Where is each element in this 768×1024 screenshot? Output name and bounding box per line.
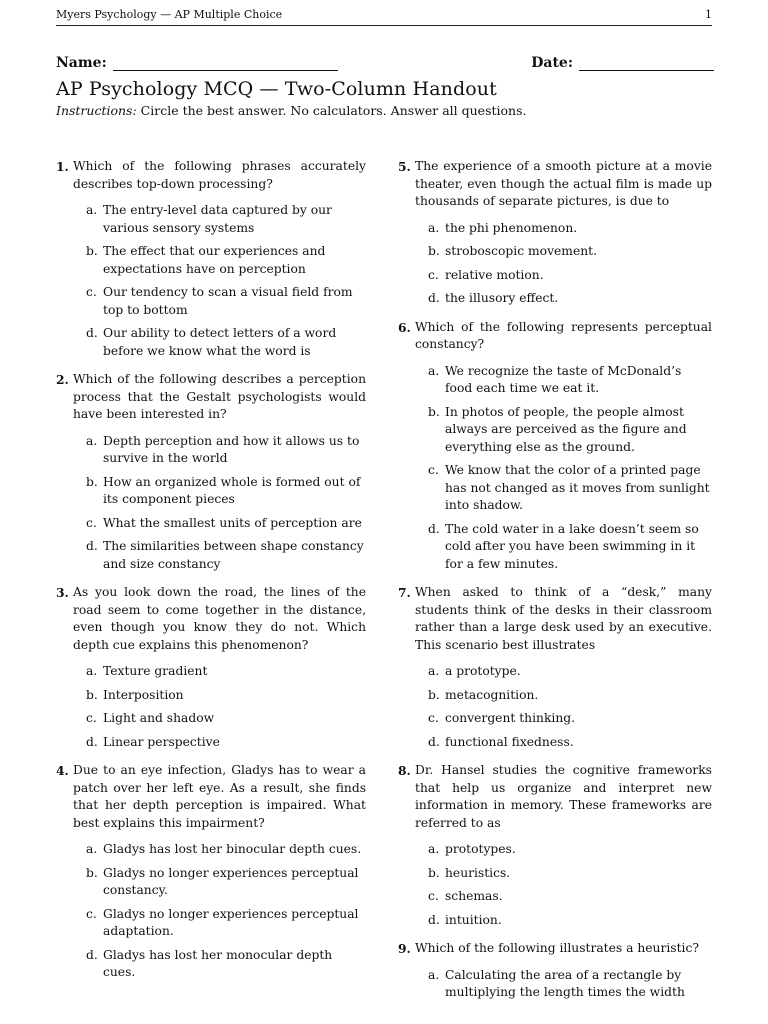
option-letter: c. [86, 285, 97, 299]
option-letter: d. [86, 947, 98, 962]
option-text: Interposition [103, 687, 184, 702]
answer-option[interactable] [428, 267, 712, 285]
option-text: the illusory effect. [445, 291, 559, 305]
option-letter: c. [86, 515, 97, 530]
option-letter: a. [86, 203, 98, 217]
question-number: 8. [398, 763, 411, 778]
answer-options [56, 841, 366, 982]
option-text: Our ability to detect letters of a word before we know what the word is [103, 326, 337, 358]
answer-option[interactable] [86, 841, 366, 859]
question [398, 762, 712, 929]
option-text: a prototype. [445, 664, 521, 678]
option-text: The effect that our experiences and expectations have on perception [103, 244, 326, 276]
option-text: The similarities between shape constancy and size constancy [103, 539, 364, 571]
answer-option[interactable] [86, 433, 366, 468]
question [56, 158, 366, 360]
running-header-title: Myers Psychology — AP Multiple Choice [56, 8, 283, 21]
option-text: Light and shadow [103, 711, 215, 725]
option-text: We know that the color of a printed page has not changed as it moves from sunlight into shadow. [445, 463, 710, 512]
answer-option[interactable] [86, 538, 366, 573]
option-text: Gladys no longer experiences perceptual constancy. [103, 865, 359, 897]
answer-options [398, 967, 712, 1002]
question-stem [56, 158, 366, 193]
option-letter: b. [86, 244, 98, 258]
answer-option[interactable] [86, 243, 366, 278]
page-number: 1 [705, 8, 712, 21]
answer-option[interactable] [86, 687, 366, 705]
question-text: Dr. Hansel studies the cognitive frameworks that help us organize and interpret new information in memory. These frameworks are referred to as [415, 763, 712, 830]
answer-options [56, 433, 366, 574]
option-text: intuition. [445, 912, 502, 927]
option-letter: d. [428, 291, 440, 305]
option-text: Calculating the area of a rectangle by multiplying the length times the width [445, 967, 685, 999]
question-number: 6. [398, 319, 411, 335]
instructions-text: Circle the best answer. No calculators. Answer all questions. [140, 103, 527, 118]
option-letter: c. [86, 711, 97, 725]
answer-option[interactable] [86, 663, 366, 681]
option-letter: b. [428, 865, 440, 880]
answer-option[interactable] [86, 202, 366, 237]
question [398, 319, 712, 574]
option-letter: b. [428, 244, 440, 258]
question [56, 762, 366, 982]
answer-options [398, 841, 712, 929]
question-stem [398, 584, 712, 654]
option-letter: c. [428, 463, 439, 477]
option-letter: b. [86, 865, 98, 880]
option-letter: b. [428, 687, 440, 702]
question-text: Which of the following illustrates a heuristic? [415, 941, 699, 955]
option-text: The cold water in a lake doesn’t seem so cold after you have been swimming in it for a few minutes. [445, 521, 699, 571]
answer-option[interactable] [428, 888, 712, 906]
question-text: Which of the following phrases accurately describes top-down processing? [73, 159, 366, 191]
option-letter: a. [86, 842, 98, 856]
question [398, 940, 712, 1002]
date-label: Date: [531, 55, 573, 71]
option-text: We recognize the taste of McDonald’s food each time we eat it. [445, 363, 682, 395]
option-letter: a. [428, 967, 440, 982]
option-text: Our tendency to scan a visual field from top to bottom [103, 285, 353, 317]
question-stem [56, 584, 366, 654]
question [398, 584, 712, 751]
instructions-label: Instructions: [56, 103, 137, 118]
question-stem [56, 371, 366, 424]
running-header [56, 7, 712, 26]
option-text: relative motion. [445, 267, 544, 282]
answer-option[interactable] [428, 290, 712, 308]
question [56, 371, 366, 573]
answer-option[interactable] [428, 734, 712, 752]
answer-options [398, 363, 712, 574]
option-letter: c. [428, 267, 439, 282]
option-text: heuristics. [445, 865, 511, 880]
option-letter: b. [428, 404, 440, 419]
question-text: The experience of a smooth picture at a movie theater, even though the actual film is made up thousands of separate pictures, is due to [415, 159, 712, 208]
option-text: Gladys has lost her binocular depth cues. [103, 842, 362, 856]
option-letter: c. [86, 906, 97, 921]
question-text: As you look down the road, the lines of the road seem to come together in the distance, even though you know they do not. Which depth cue explains this phenomenon? [73, 585, 366, 652]
name-field [56, 55, 338, 71]
option-text: convergent thinking. [445, 711, 576, 725]
right-column [398, 158, 712, 1013]
answer-option[interactable] [428, 243, 712, 261]
question-text: Which of the following represents perceptual constancy? [415, 319, 712, 351]
option-text: Linear perspective [103, 734, 220, 749]
answer-option[interactable] [86, 284, 366, 319]
answer-option[interactable] [428, 220, 712, 238]
answer-option[interactable] [86, 515, 366, 533]
question-number: 3. [56, 585, 69, 600]
question-stem [56, 762, 366, 832]
answer-option[interactable] [428, 663, 712, 681]
option-letter: a. [428, 842, 440, 856]
name-blank-line[interactable] [113, 56, 338, 71]
option-letter: d. [428, 734, 440, 749]
option-letter: a. [86, 664, 98, 678]
answer-option[interactable] [86, 734, 366, 752]
option-text: Depth perception and how it allows us to survive in the world [103, 433, 360, 465]
question-stem [398, 158, 712, 211]
instructions [56, 103, 526, 119]
left-column [56, 158, 366, 993]
option-letter: d. [86, 539, 98, 553]
answer-option[interactable] [86, 710, 366, 728]
question-number: 5. [398, 159, 411, 174]
question-number: 4. [56, 763, 69, 778]
option-text: How an organized whole is formed out of its component pieces [103, 474, 361, 506]
option-text: schemas. [445, 889, 503, 903]
question-number: 2. [56, 372, 69, 387]
page-title: AP Psychology MCQ — Two-Column Handout [56, 78, 497, 100]
option-letter: a. [428, 363, 440, 378]
question-stem [398, 762, 712, 832]
answer-option[interactable] [428, 363, 712, 398]
question-number: 9. [398, 941, 411, 956]
option-text: the phi phenomenon. [445, 220, 578, 235]
option-letter: d. [86, 326, 98, 340]
question-text: Which of the following describes a perception process that the Gestalt psychologists would have been interested in? [73, 372, 366, 421]
answer-option[interactable] [86, 865, 366, 900]
option-letter: d. [428, 912, 440, 927]
answer-option[interactable] [428, 710, 712, 728]
answer-option[interactable] [428, 462, 712, 515]
answer-option[interactable] [428, 404, 712, 457]
name-label: Name: [56, 55, 107, 71]
answer-option[interactable] [86, 474, 366, 509]
option-text: stroboscopic movement. [445, 244, 598, 258]
answer-option[interactable] [86, 947, 366, 982]
date-field [531, 55, 714, 71]
option-letter: d. [428, 521, 440, 536]
option-letter: d. [86, 734, 98, 749]
name-date-row [56, 55, 714, 75]
question-number: 1. [56, 159, 69, 174]
answer-option[interactable] [428, 841, 712, 859]
answer-option[interactable] [86, 325, 366, 360]
question-stem [398, 940, 712, 958]
option-text: In photos of people, the people almost always are perceived as the figure and everything else as the ground. [445, 404, 687, 454]
option-text: Gladys has lost her monocular depth cues. [103, 947, 333, 979]
answer-option[interactable] [428, 912, 712, 930]
option-letter: a. [428, 664, 440, 678]
option-letter: c. [428, 711, 439, 725]
option-letter: a. [428, 220, 440, 235]
option-text: What the smallest units of perception are [103, 515, 362, 530]
answer-options [398, 663, 712, 751]
option-letter: a. [86, 433, 98, 448]
answer-options [56, 663, 366, 751]
answer-option[interactable] [428, 687, 712, 705]
answer-option[interactable] [428, 521, 712, 574]
answer-options [398, 220, 712, 308]
question-text: Due to an eye infection, Gladys has to wear a patch over her left eye. As a result, she finds that her depth perception is impaired. What best explains this impairment? [73, 763, 366, 830]
option-text: Texture gradient [103, 664, 208, 678]
option-text: The entry-level data captured by our various sensory systems [103, 203, 332, 235]
option-text: functional fixedness. [445, 734, 574, 749]
question [398, 158, 712, 308]
answer-option[interactable] [428, 865, 712, 883]
option-text: prototypes. [445, 842, 516, 856]
date-blank-line[interactable] [579, 56, 714, 71]
option-text: Gladys no longer experiences perceptual adaptation. [103, 906, 359, 938]
option-letter: b. [86, 474, 98, 489]
answer-option[interactable] [86, 906, 366, 941]
question-number: 7. [398, 585, 411, 600]
question-stem [398, 319, 712, 354]
option-letter: c. [428, 889, 439, 903]
option-text: metacognition. [445, 687, 539, 702]
answer-option[interactable] [428, 967, 712, 1002]
option-letter: b. [86, 687, 98, 702]
answer-options [56, 202, 366, 360]
question [56, 584, 366, 751]
question-text: When asked to think of a “desk,” many students think of the desks in their classroom rather than a large desk used by an executive. This scenario best illustrates [415, 585, 712, 652]
